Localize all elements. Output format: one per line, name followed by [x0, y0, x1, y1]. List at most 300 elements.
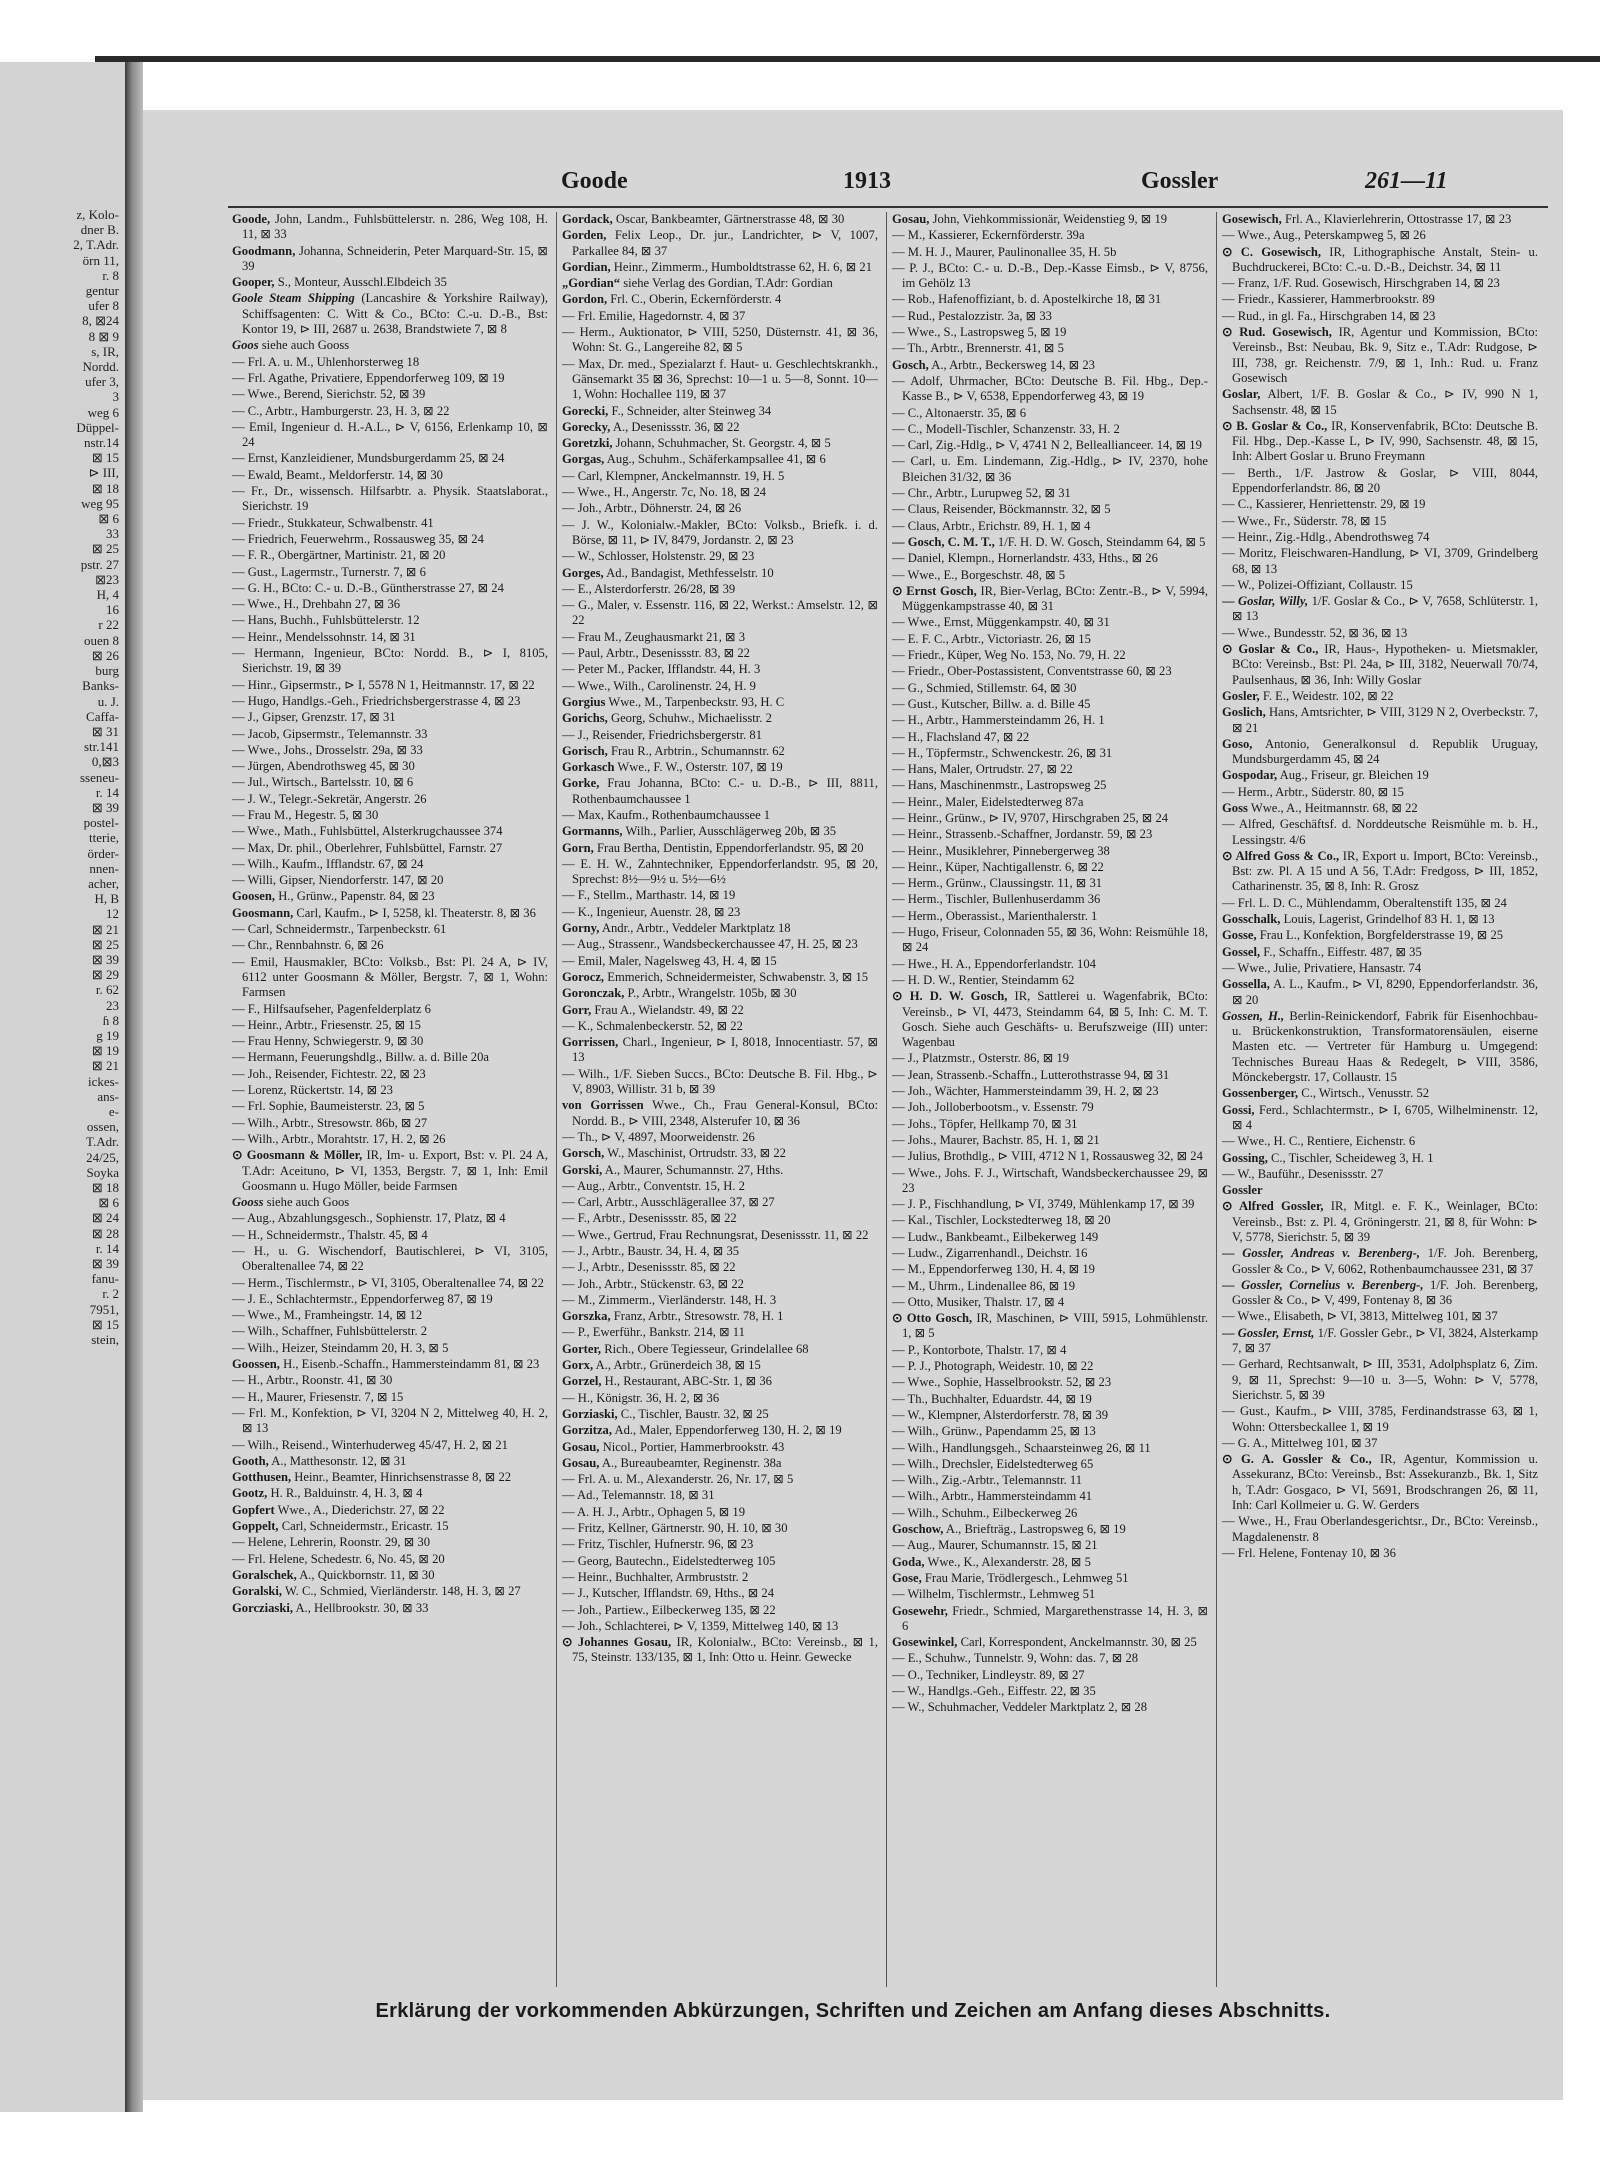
- directory-entry: [232, 710, 548, 725]
- entry-text: — Friedr., Stukkateur, Schwalbenstr. 41: [232, 515, 434, 530]
- entry-text: H., Restaurant, ABC-Str. 1, ⊠ 36: [604, 1374, 772, 1389]
- directory-entry: [1222, 785, 1538, 800]
- entry-name: Gordon,: [562, 292, 608, 307]
- entry-text: — W., Handlgs.-Geh., Eiffestr. 22, ⊠ 35: [892, 1684, 1096, 1699]
- entry-text: — K., Schmalenbeckerstr. 52, ⊠ 22: [562, 1018, 743, 1033]
- entry-text: — H., Maurer, Friesenstr. 7, ⊠ 15: [232, 1389, 404, 1404]
- facing-page-line: ufer 3,: [85, 374, 119, 390]
- directory-entry: [562, 1472, 878, 1487]
- entry-name: Gorgius: [562, 694, 606, 709]
- entry-name: Gosewinkel,: [892, 1635, 958, 1650]
- facing-page-line: Nordd.: [82, 359, 119, 375]
- entry-text: — Frl. Sophie, Baumeisterstr. 23, ⊠ 5: [232, 1099, 425, 1114]
- entry-name: ⊙ Johannes Gosau,: [562, 1635, 672, 1650]
- entry-name: Gooss: [232, 1195, 264, 1210]
- entry-name: ⊙ Alfred Goss & Co.,: [1222, 848, 1340, 863]
- entry-text: Felix Leop., Dr. jur., Landrichter, ⊳ V, 1007, Parkallee 84, ⊠ 37: [572, 228, 878, 258]
- entry-name: von Gorrissen: [562, 1098, 644, 1113]
- directory-entry: [1222, 466, 1538, 497]
- entry-text: Ad., Maler, Eppendorferweg 130, H. 2, ⊠ 19: [614, 1423, 842, 1438]
- directory-entry: [892, 1343, 1208, 1358]
- directory-entry: [562, 728, 878, 743]
- facing-page-line: ⊠ 15: [91, 450, 119, 466]
- directory-entry: [562, 260, 878, 275]
- entry-text: Antonio, Generalkonsul d. Republik Uruguay, Mundsburgerdamm 45, ⊠ 24: [1232, 736, 1538, 767]
- entry-text: Aug., Schuhm., Schäferkampsallee 41, ⊠ 6: [606, 452, 826, 467]
- entry-text: — A. H. J., Arbtr., Ophagen 5, ⊠ 19: [562, 1504, 746, 1519]
- entry-text: Frl. C., Oberin, Eckernförderstr. 4: [610, 292, 782, 307]
- entry-text: Heinr., Zimmerm., Humboldtstrasse 62, H. 6, ⊠ 21: [613, 259, 872, 274]
- entry-text: Frau R., Arbtrin., Schumannstr. 62: [610, 743, 785, 758]
- entry-text: — Jean, Strassenb.-Schaffn., Lutterothstrasse 94, ⊠ 31: [892, 1067, 1170, 1082]
- directory-entry: [1222, 1199, 1538, 1245]
- facing-page-line: ⊠ 6: [98, 1195, 119, 1211]
- directory-entry: [892, 1473, 1208, 1488]
- entry-text: Aug., Friseur, gr. Bleichen 19: [1279, 768, 1429, 783]
- facing-page-line: ossen,: [86, 1119, 119, 1135]
- directory-entry: [892, 1635, 1208, 1650]
- directory-entry: [892, 228, 1208, 243]
- entry-name: Goode,: [232, 212, 271, 226]
- directory-entry: [232, 1034, 548, 1049]
- entry-text: — Berth., 1/F. Jastrow & Goslar, ⊳ VIII, 8044, Eppendorferlandstr. 86, ⊠ 20: [1222, 465, 1538, 496]
- entry-text: — Ad., Telemannstr. 18, ⊠ 31: [562, 1488, 715, 1503]
- facing-page-line: postel-: [83, 815, 119, 831]
- directory-entry: [892, 341, 1208, 356]
- entry-name: Goosmann,: [232, 905, 294, 920]
- directory-entry: [232, 291, 548, 337]
- entry-text: IR, Sattlerei u. Wagenfabrik, BCto: Vereinsb., ⊳ VI, 4473, Steindamm 64, ⊠ 5, Inh: C. M. T. Gosch. Siehe auch Geschäfts- u. Berufszweige (III) unter: Wagenbau: [902, 989, 1208, 1050]
- entry-name: Gorrissen,: [562, 1035, 619, 1050]
- entry-text: — Wwe., H. C., Rentiere, Eichenstr. 6: [1222, 1134, 1416, 1149]
- entry-text: — Rud., in gl. Fa., Hirschgraben 14, ⊠ 23: [1222, 308, 1436, 323]
- entry-name: Goossen,: [232, 1357, 280, 1372]
- entry-text: 1/F. H. D. W. Gosch, Steindamm 64, ⊠ 5: [997, 534, 1206, 549]
- entry-text: — M. H. J., Maurer, Paulinonallee 35, H. 5b: [892, 244, 1117, 259]
- directory-entry: [562, 1067, 878, 1098]
- directory-column-1: [232, 212, 548, 1987]
- entry-text: — Frl. Helene, Fontenay 10, ⊠ 36: [1222, 1545, 1396, 1560]
- facing-page-line: ⊠ 39: [91, 799, 119, 815]
- entry-text: Wwe., M., Tarpenbeckstr. 93, H. C: [608, 694, 785, 709]
- entry-text: — Wwe., Wilh., Carolinenstr. 24, H. 9: [562, 678, 756, 693]
- entry-text: siehe auch Gooss: [261, 338, 350, 353]
- facing-page-line: ⊠ 39: [91, 1256, 119, 1272]
- directory-entry: [562, 970, 878, 985]
- entry-text: — H. D. W., Rentier, Steindamm 62: [892, 972, 1075, 987]
- directory-entry: [1222, 276, 1538, 291]
- entry-text: — Johs., Maurer, Bachstr. 85, H. 1, ⊠ 21: [892, 1132, 1100, 1147]
- entry-text: IR, Maschinen, ⊳ VIII, 5915, Lohmühlenstr. 1, ⊠ 5: [902, 1311, 1208, 1341]
- header-rule: [228, 206, 1548, 208]
- directory-entry: [232, 1050, 548, 1065]
- column-divider: [886, 212, 887, 1987]
- directory-entry: [562, 1603, 878, 1618]
- entry-name: Gossella,: [1222, 977, 1270, 992]
- directory-entry: [1222, 912, 1538, 927]
- entry-text: — Helene, Lehrerin, Roonstr. 29, ⊠ 30: [232, 1535, 431, 1550]
- facing-page-line: ⊠ 6: [98, 511, 119, 527]
- entry-text: — Chr., Arbtr., Lurupweg 52, ⊠ 31: [892, 486, 1071, 501]
- entry-text: Frau Johanna, BCto: C.- u. D.-B., ⊳ III, 8811, Rothenbaumchaussee 1: [572, 776, 878, 806]
- facing-page-line: 8 ⊠ 9: [88, 328, 119, 344]
- facing-page-line: ⊠ 31: [91, 723, 119, 739]
- entry-name: Goso,: [1222, 736, 1253, 751]
- directory-entry: [1222, 1309, 1538, 1324]
- entry-name: Gosler,: [1222, 688, 1260, 703]
- directory-entry: [1222, 1009, 1538, 1085]
- directory-entry: [1222, 578, 1538, 593]
- entry-text: — Jürgen, Abendrothsweg 45, ⊠ 30: [232, 759, 415, 774]
- entry-text: — Carl, u. Em. Lindemann, Zig.-Hdlg., ⊳ IV, 2370, hohe Bleichen 31/32, ⊠ 36: [892, 454, 1208, 484]
- entry-name: Gorkasch: [562, 760, 615, 775]
- entry-text: — Friedr., Kassierer, Hammerbrookstr. 89: [1222, 292, 1435, 307]
- entry-name: Gorden,: [562, 228, 607, 243]
- entry-text: — F. R., Obergärtner, Martinistr. 21, ⊠ 20: [232, 548, 446, 563]
- directory-entry: [892, 973, 1208, 988]
- directory-entry: [232, 548, 548, 563]
- entry-name: Gosau,: [892, 212, 930, 226]
- directory-entry: [562, 1586, 878, 1601]
- entry-text: — E. F. C., Arbtr., Victoriastr. 26, ⊠ 15: [892, 631, 1091, 646]
- entry-name: Goss: [1222, 800, 1248, 815]
- entry-text: — Wwe., Sophie, Hasselbrookstr. 52, ⊠ 23: [892, 1375, 1112, 1390]
- directory-entry: [892, 568, 1208, 583]
- entry-text: — Frl. A. u. M., Uhlenhorsterweg 18: [232, 354, 420, 369]
- directory-entry: [1222, 768, 1538, 783]
- directory-entry: [892, 989, 1208, 1050]
- scan-edge-shadow: [95, 56, 1600, 62]
- entry-name: Gosewisch,: [1222, 212, 1282, 226]
- entry-name: Gorziaski,: [562, 1406, 618, 1421]
- entry-text: — Rud., Pestalozzistr. 3a, ⊠ 33: [892, 308, 1052, 323]
- directory-entry: [232, 1454, 548, 1469]
- directory-entry: [562, 1163, 878, 1178]
- entry-text: — M., Zimmerm., Vierländerstr. 148, H. 3: [562, 1292, 777, 1307]
- directory-entry: [892, 1197, 1208, 1212]
- directory-entry: [562, 711, 878, 726]
- directory-entry: [562, 1488, 878, 1503]
- entry-text: — Wilh., 1/F. Sieben Succs., BCto: Deutsche B. Fil. Hbg., ⊳ V, 8903, Willistr. 31 b, ⊠ 39: [562, 1066, 878, 1097]
- directory-entry: [232, 451, 548, 466]
- directory-entry: [892, 1100, 1208, 1115]
- facing-page-line: ickes-: [87, 1073, 119, 1089]
- directory-entry: [232, 938, 548, 953]
- entry-text: — Th., ⊳ V, 4897, Moorweidenstr. 26: [562, 1129, 755, 1144]
- entry-name: Goretzki,: [562, 436, 613, 451]
- facing-page-line: ⊳ III,: [88, 465, 119, 481]
- entry-text: — Fritz, Tischler, Hufnerstr. 96, ⊠ 23: [562, 1537, 754, 1552]
- entry-text: Wilh., Parlier, Ausschlägerweg 20b, ⊠ 35: [625, 824, 837, 839]
- entry-text: — Hermann, Feuerungshdlg., Billw. a. d. Bille 20a: [232, 1050, 489, 1065]
- directory-entry: [892, 519, 1208, 534]
- directory-entry: [562, 1374, 878, 1389]
- entry-text: — Aug., Maurer, Schumannstr. 15, ⊠ 21: [892, 1538, 1098, 1553]
- directory-entry: [1222, 1278, 1538, 1309]
- directory-entry: [232, 1341, 548, 1356]
- entry-text: C., Tischler, Baustr. 32, ⊠ 25: [620, 1406, 769, 1421]
- directory-entry: [562, 1277, 878, 1292]
- directory-entry: [892, 1489, 1208, 1504]
- directory-entry: [892, 1457, 1208, 1472]
- directory-entry: [892, 681, 1208, 696]
- facing-page-line: Banks-: [82, 678, 119, 694]
- entry-text: Ad., Bandagist, Methfesselstr. 10: [606, 565, 774, 580]
- entry-text: A., Matthesonstr. 12, ⊠ 31: [271, 1453, 407, 1468]
- entry-text: — G., Schmied, Stillemstr. 64, ⊠ 30: [892, 680, 1077, 695]
- directory-entry: [232, 1018, 548, 1033]
- directory-entry: [562, 1521, 878, 1536]
- directory-entry: [892, 1051, 1208, 1066]
- entry-text: — Wilh., Reisend., Winterhuderweg 45/47, H. 2, ⊠ 21: [232, 1437, 508, 1452]
- directory-entry: [562, 1228, 878, 1243]
- entry-text: Carl, Schneidermstr., Ericastr. 15: [281, 1519, 449, 1534]
- entry-text: — Wilh., Handlungsgeh., Schaarsteinweg 26, ⊠ 11: [892, 1440, 1151, 1455]
- directory-entry: [232, 743, 548, 758]
- facing-page-line: u. J.: [97, 693, 119, 709]
- directory-entry: [232, 727, 548, 742]
- entry-name: ⊙ Rud. Gosewisch,: [1222, 325, 1332, 340]
- facing-page-line: örder-: [87, 845, 119, 861]
- entry-text: Louis, Lagerist, Grindelhof 83 H. 1, ⊠ 13: [1283, 912, 1495, 927]
- entry-name: ⊙ G. A. Gossler & Co.,: [1222, 1452, 1372, 1467]
- facing-page-line: e-: [108, 1103, 119, 1119]
- entry-text: Hans, Amtsrichter, ⊳ VIII, 3129 N 2, Overbeckstr. 7, ⊠ 21: [1232, 705, 1538, 735]
- directory-entry: [232, 516, 548, 531]
- directory-entry: [892, 1424, 1208, 1439]
- directory-entry: [562, 549, 878, 564]
- directory-entry: [892, 730, 1208, 745]
- directory-entry: [892, 292, 1208, 307]
- facing-page-line: s, IR,: [91, 343, 119, 359]
- directory-entry: [562, 1619, 878, 1634]
- entry-text: — Joh., Reisender, Fichtestr. 22, ⊠ 23: [232, 1066, 426, 1081]
- entry-text: — Wwe., E., Borgeschstr. 48, ⊠ 5: [892, 567, 1066, 582]
- facing-page-line: weg 6: [87, 404, 119, 420]
- entry-text: — W., Bauführ., Desenissstr. 27: [1222, 1166, 1384, 1181]
- entry-text: Wwe., K., Alexanderstr. 28, ⊠ 5: [927, 1554, 1091, 1569]
- entry-text: — Wwe., Aug., Peterskampweg 5, ⊠ 26: [1222, 228, 1426, 243]
- directory-entry: [232, 1486, 548, 1501]
- entry-name: Gooth,: [232, 1453, 269, 1468]
- facing-page-line: r. 8: [102, 267, 119, 283]
- directory-entry: [892, 746, 1208, 761]
- directory-entry: [232, 532, 548, 547]
- entry-text: — Claus, Reisender, Böckmannstr. 32, ⊠ 5: [892, 502, 1111, 517]
- entry-name: Goslich,: [1222, 705, 1266, 720]
- directory-entry: [892, 892, 1208, 907]
- facing-page-line: ɦ 8: [102, 1012, 119, 1028]
- entry-text: — J., Arbtr., Desenissstr. 85, ⊠ 22: [562, 1260, 736, 1275]
- entry-text: Friedr., Schmied, Margarethenstrasse 14, H. 3, ⊠ 6: [902, 1603, 1208, 1633]
- entry-text: — Georg, Bautechn., Eidelstedterweg 105: [562, 1553, 776, 1568]
- directory-entry: [1222, 594, 1538, 625]
- directory-entry: [232, 1211, 548, 1226]
- entry-text: — Ludw., Bankbeamt., Eilbekerweg 149: [892, 1229, 1099, 1244]
- directory-entry: [562, 776, 878, 807]
- directory-entry: [232, 808, 548, 823]
- entry-text: H. R., Balduinstr. 4, H. 3, ⊠ 4: [270, 1486, 423, 1501]
- directory-entry: [1222, 387, 1538, 418]
- directory-entry: [1222, 497, 1538, 512]
- entry-text: S., Monteur, Ausschl.Elbdeich 35: [277, 275, 447, 290]
- entry-text: Charl., Ingenieur, ⊳ I, 8018, Innocentiastr. 57, ⊠ 13: [572, 1035, 878, 1065]
- entry-text: — H., Töpfermstr., Schwenckestr. 26, ⊠ 31: [892, 745, 1113, 760]
- entry-text: — Frl. Emilie, Hagedornstr. 4, ⊠ 37: [562, 308, 746, 323]
- facing-page-line: Düppel-: [76, 419, 119, 435]
- entry-name: Gossel,: [1222, 944, 1261, 959]
- entry-text: — Max, Kaufm., Rothenbaumchaussee 1: [562, 807, 771, 822]
- directory-entry: [562, 888, 878, 903]
- entry-text: Rich., Obere Tegiesseur, Grindelallee 68: [604, 1341, 809, 1356]
- entry-text: — Th., Buchhalter, Eduardstr. 44, ⊠ 19: [892, 1391, 1092, 1406]
- directory-entry: [892, 615, 1208, 630]
- entry-text: — Frl. Helene, Schedestr. 6, No. 45, ⊠ 20: [232, 1551, 445, 1566]
- entry-text: — Aug., Strassenr., Wandsbeckerchaussee 47, H. 25, ⊠ 23: [562, 937, 858, 952]
- directory-entry: [562, 1211, 878, 1226]
- scan-top-margin: [0, 0, 1600, 56]
- entry-text: — Kal., Tischler, Lockstedterweg 18, ⊠ 20: [892, 1213, 1111, 1228]
- entry-text: Carl, Kaufm., ⊳ I, 5258, kl. Theaterstr. 8, ⊠ 36: [296, 905, 536, 920]
- directory-entry: [892, 422, 1208, 437]
- directory-column-2: [562, 212, 878, 1987]
- facing-page-line: örn 11,: [82, 252, 119, 268]
- directory-entry: [892, 325, 1208, 340]
- entry-name: Gosau,: [562, 1455, 600, 1470]
- entry-name: Gorx,: [562, 1358, 594, 1373]
- directory-entry: [892, 551, 1208, 566]
- directory-entry: [1222, 419, 1538, 465]
- directory-entry: [232, 1308, 548, 1323]
- directory-entry: [562, 808, 878, 823]
- directory-entry: [1222, 896, 1538, 911]
- entry-text: IR, Haus-, Hypotheken- u. Mietsmakler, BCto: Vereinsb., Bst: Pl. 24a, ⊳ III, 3182, Neuerwall 70/74, Paulsenhaus, ⊠ 36, Inh: Willy Goslar: [1232, 642, 1538, 687]
- directory-entry: [1222, 292, 1538, 307]
- entry-text: 1/F. Goslar & Co., ⊳ V, 7658, Schlüterstr. 1, ⊠ 13: [1232, 594, 1538, 624]
- entry-text: — Heinr., Arbtr., Friesenstr. 25, ⊠ 15: [232, 1017, 421, 1032]
- entry-text: — P. J., BCto: C.- u. D.-B., Dep.-Kasse Eimsb., ⊳ V, 8756, im Gehölz 13: [892, 260, 1208, 291]
- directory-entry: [562, 841, 878, 856]
- directory-entry: [562, 1391, 878, 1406]
- entry-text: W., Maschinist, Ortrudstr. 33, ⊠ 22: [607, 1146, 786, 1161]
- directory-entry: [892, 876, 1208, 891]
- facing-page-line: Caffa-: [86, 708, 119, 724]
- entry-text: — Chr., Rennbahnstr. 6, ⊠ 26: [232, 938, 384, 953]
- entry-text: — Daniel, Klempn., Hornerlandstr. 433, Hths., ⊠ 26: [892, 551, 1158, 566]
- entry-text: — Hwe., H. A., Eppendorferlandstr. 104: [892, 956, 1096, 971]
- entry-name: Gorn,: [562, 840, 594, 855]
- directory-entry: [892, 261, 1208, 292]
- directory-entry: [892, 909, 1208, 924]
- entry-text: — Heinr., Grünw., ⊳ IV, 9707, Hirschgraben 25, ⊠ 24: [892, 810, 1169, 825]
- entry-text: — Carl, Schneidermstr., Tarpenbeckstr. 61: [232, 922, 447, 937]
- entry-name: Gormanns,: [562, 824, 623, 839]
- entry-text: — Herm., Arbtr., Süderstr. 80, ⊠ 15: [1222, 784, 1404, 799]
- entry-text: — Frl. M., Konfektion, ⊳ VI, 3204 N 2, Mittelweg 40, H. 2, ⊠ 13: [232, 1405, 548, 1436]
- directory-entry: [232, 1116, 548, 1131]
- entry-name: ⊙ B. Goslar & Co.,: [1222, 418, 1328, 433]
- directory-entry: [232, 1601, 548, 1616]
- entry-text: C., Tischler, Scheideweg 3, H. 1: [1271, 1150, 1434, 1165]
- entry-name: Gorski,: [562, 1162, 603, 1177]
- entry-name: ⊙ Goslar & Co.,: [1222, 642, 1319, 657]
- entry-text: — Hinr., Gipsermstr., ⊳ I, 5578 N 1, Heitmannstr. 17, ⊠ 22: [232, 677, 535, 692]
- directory-entry: [562, 1309, 878, 1324]
- directory-entry: [562, 1179, 878, 1194]
- directory-entry: [562, 420, 878, 435]
- directory-entry: [562, 646, 878, 661]
- entry-text: — Jul., Wirtsch., Bartelsstr. 10, ⊠ 6: [232, 775, 414, 790]
- facing-page-text: [0, 62, 125, 1347]
- entry-text: A., Arbtr., Beckersweg 14, ⊠ 23: [931, 357, 1095, 372]
- directory-entry: [232, 468, 548, 483]
- facing-page-line: 33: [106, 526, 119, 542]
- entry-text: — Herm., Tischlermstr., ⊳ VI, 3105, Oberaltenallee 74, ⊠ 22: [232, 1275, 544, 1290]
- directory-entry: [892, 1506, 1208, 1521]
- directory-entry: [562, 1554, 878, 1569]
- entry-text: — Emil, Ingenieur d. H.-A.L., ⊳ V, 6156, Erlenkamp 10, ⊠ 24: [232, 419, 548, 450]
- entry-name: Goos: [232, 338, 259, 353]
- facing-page-line: H, 4: [96, 587, 119, 603]
- entry-text: — Wwe., M., Framheingstr. 14, ⊠ 12: [232, 1308, 423, 1323]
- entry-name: ⊙ C. Gosewisch,: [1222, 244, 1322, 259]
- facing-page-line: H, B: [94, 891, 119, 907]
- directory-entry: [562, 485, 878, 500]
- entry-name: Gosewehr,: [892, 1603, 948, 1618]
- directory-entry: [562, 679, 878, 694]
- entry-text: Johanna, Schneiderin, Peter Marquard-Str. 15, ⊠ 39: [242, 243, 548, 273]
- entry-name: Gorzel,: [562, 1374, 602, 1389]
- entry-text: A., Hellbrookstr. 30, ⊠ 33: [295, 1600, 429, 1615]
- directory-entry: [1222, 977, 1538, 1008]
- directory-entry: [232, 212, 548, 243]
- entry-name: Gosch,: [892, 357, 929, 372]
- directory-entry: [562, 452, 878, 467]
- directory-entry: [232, 1519, 548, 1534]
- directory-entry: [892, 1587, 1208, 1602]
- facing-page-line: str.141: [83, 739, 119, 755]
- entry-text: — Wwe., Fr., Süderstr. 78, ⊠ 15: [1222, 513, 1387, 528]
- facing-page-line: fanu-: [91, 1271, 119, 1287]
- entry-text: — Otto, Musiker, Thalstr. 17, ⊠ 4: [892, 1294, 1065, 1309]
- facing-page-line: ufer 8: [88, 298, 119, 314]
- entry-text: Frau Marie, Trödlergesch., Lehmweg 51: [924, 1570, 1129, 1585]
- directory-entry: [1222, 1151, 1538, 1166]
- entry-name: Gorszka,: [562, 1309, 611, 1324]
- facing-page-line: ⊠ 21: [91, 921, 119, 937]
- entry-text: Franz, Arbtr., Stresowstr. 78, H. 1: [613, 1309, 784, 1324]
- entry-text: — P. J., Photograph, Weidestr. 10, ⊠ 22: [892, 1359, 1094, 1374]
- entry-name: Goole Steam Shipping: [232, 291, 355, 306]
- entry-text: — H., Königstr. 36, H. 2, ⊠ 36: [562, 1390, 720, 1405]
- entry-text: — H., Flachsland 47, ⊠ 22: [892, 729, 1030, 744]
- entry-text: W. C., Schmied, Vierländerstr. 148, H. 3, ⊠ 27: [284, 1584, 521, 1599]
- directory-entry: [232, 387, 548, 402]
- directory-entry: [1222, 1086, 1538, 1101]
- directory-entry: [232, 906, 548, 921]
- entry-text: — Gerhard, Rechtsanwalt, ⊳ III, 3531, Adolphsplatz 6, Zim. 9, ⊠ 11, Sprechst: 9—10 u. 3—5, Wohn: ⊳ V, 5778, Sierichstr. 5, ⊠ 39: [1222, 1357, 1538, 1402]
- entry-text: F., Schneider, alter Steinweg 34: [611, 403, 772, 418]
- entry-text: Oscar, Bankbeamter, Gärtnerstrasse 48, ⊠ 30: [615, 212, 845, 226]
- entry-text: A., Maurer, Schumannstr. 27, Hths.: [604, 1162, 784, 1177]
- directory-entry: [1222, 309, 1538, 324]
- entry-text: — G. A., Mittelweg 101, ⊠ 37: [1222, 1435, 1378, 1450]
- directory-entry: [562, 1505, 878, 1520]
- entry-text: — Joh., Schlachterei, ⊳ V, 1359, Mittelweg 140, ⊠ 13: [562, 1618, 839, 1633]
- entry-name: — Gossler, Andreas v. Berenberg-,: [1222, 1246, 1421, 1261]
- directory-entry: [232, 1470, 548, 1485]
- directory-entry: [892, 1262, 1208, 1277]
